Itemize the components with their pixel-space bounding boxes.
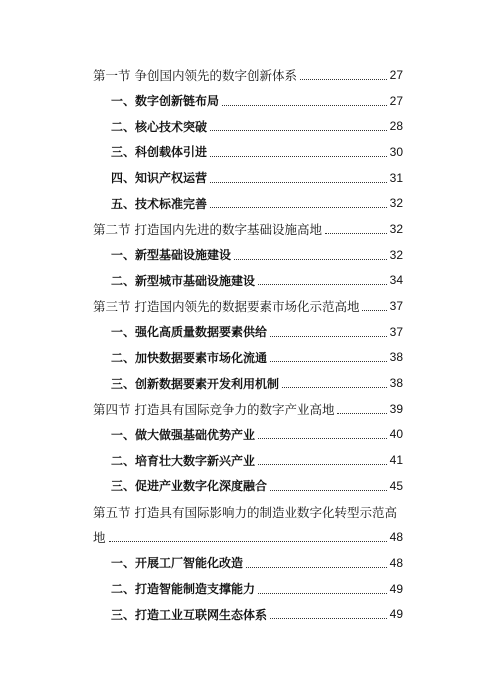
toc-leader-dots <box>270 617 387 619</box>
toc-leader-dots <box>258 283 387 285</box>
toc-entry-title: 三、创新数据要素开发利用机制 <box>111 376 280 391</box>
toc-entry[interactable] <box>93 88 403 114</box>
toc-page-number: 34 <box>389 273 403 288</box>
toc-entry[interactable] <box>93 576 403 602</box>
toc-entry-title: 第一节 争创国内领先的数字创新体系 <box>93 67 297 83</box>
toc-entry[interactable] <box>93 62 403 88</box>
toc-entry-line1[interactable] <box>93 499 403 525</box>
toc-page-number: 38 <box>389 376 403 391</box>
toc-entry-title: 五、技术标准完善 <box>111 196 208 211</box>
toc-entry-title: 第五节 打造具有国际影响力的制造业数字化转型示范高 <box>93 504 397 520</box>
toc-entry-title: 二、新型城市基础设施建设 <box>111 273 256 288</box>
toc-leader-dots <box>362 309 386 311</box>
toc-leader-dots <box>270 360 387 362</box>
toc-leader-dots <box>337 412 386 414</box>
toc-page-number: 39 <box>389 401 403 416</box>
toc-entry[interactable] <box>93 165 403 191</box>
toc-leader-dots <box>325 232 387 234</box>
toc-entry[interactable] <box>93 268 403 294</box>
toc-entry[interactable] <box>93 293 403 319</box>
toc-page-number: 30 <box>389 144 403 159</box>
toc-page-number: 49 <box>389 607 403 622</box>
toc-entry[interactable] <box>93 113 403 139</box>
toc-page-number: 37 <box>389 299 403 314</box>
toc-entry-title: 三、打造工业互联网生态体系 <box>111 607 268 622</box>
toc-page-number: 31 <box>389 170 403 185</box>
toc-entry[interactable] <box>93 319 403 345</box>
toc-entry-title: 一、强化高质量数据要素供给 <box>111 325 268 340</box>
toc-page-number: 27 <box>389 93 403 108</box>
toc-entry-title: 一、开展工厂智能化改造 <box>111 556 244 571</box>
toc-page-number: 32 <box>389 196 403 211</box>
toc-leader-dots <box>234 258 387 260</box>
toc-page-number: 48 <box>389 530 403 545</box>
table-of-contents <box>93 62 403 627</box>
toc-entry-title: 三、科创载体引进 <box>111 145 208 160</box>
toc-leader-dots <box>210 181 387 183</box>
toc-entry[interactable] <box>93 190 403 216</box>
toc-page-number: 49 <box>389 581 403 596</box>
toc-leader-dots <box>210 206 387 208</box>
toc-entry[interactable] <box>93 550 403 576</box>
toc-entry[interactable] <box>93 422 403 448</box>
toc-entry[interactable] <box>93 524 403 550</box>
toc-page-number: 37 <box>389 324 403 339</box>
toc-page-number: 41 <box>389 453 403 468</box>
toc-leader-dots <box>210 155 387 157</box>
toc-entry[interactable] <box>93 447 403 473</box>
toc-leader-dots <box>270 335 387 337</box>
toc-leader-dots <box>258 463 387 465</box>
toc-page-number: 48 <box>389 555 403 570</box>
toc-leader-dots <box>210 129 387 131</box>
toc-entry-title: 一、数字创新链布局 <box>111 94 220 109</box>
toc-entry-title: 一、做大做强基础优势产业 <box>111 427 256 442</box>
toc-entry[interactable] <box>93 473 403 499</box>
toc-entry[interactable] <box>93 396 403 422</box>
toc-leader-dots <box>258 437 387 439</box>
toc-entry[interactable] <box>93 139 403 165</box>
toc-page-number: 32 <box>389 247 403 262</box>
toc-leader-dots <box>300 78 387 80</box>
toc-entry-title: 二、核心技术突破 <box>111 119 208 134</box>
toc-page-number: 40 <box>389 427 403 442</box>
toc-entry[interactable] <box>93 370 403 396</box>
toc-entry-title-continued: 地 <box>93 530 106 546</box>
toc-entry-title: 二、加快数据要素市场化流通 <box>111 350 268 365</box>
toc-page-number: 28 <box>389 119 403 134</box>
toc-leader-dots <box>246 566 387 568</box>
toc-entry[interactable] <box>93 242 403 268</box>
toc-entry[interactable] <box>93 216 403 242</box>
toc-leader-dots <box>282 386 387 388</box>
toc-page-number: 38 <box>389 350 403 365</box>
toc-page-number: 32 <box>389 221 403 236</box>
toc-entry-title: 第三节 打造国内领先的数据要素市场化示范高地 <box>93 299 360 315</box>
toc-entry-title: 四、知识产权运营 <box>111 171 208 186</box>
toc-leader-dots <box>222 104 387 106</box>
toc-leader-dots <box>258 592 387 594</box>
toc-leader-dots <box>109 540 387 542</box>
toc-entry-title: 一、新型基础设施建设 <box>111 248 232 263</box>
toc-page-number: 27 <box>389 67 403 82</box>
toc-page-number: 45 <box>389 478 403 493</box>
toc-entry-title: 三、促进产业数字化深度融合 <box>111 479 268 494</box>
toc-leader-dots <box>270 489 387 491</box>
toc-entry-title: 第二节 打造国内先进的数字基础设施高地 <box>93 221 322 237</box>
toc-entry[interactable] <box>93 601 403 627</box>
toc-entry-title: 二、打造智能制造支撑能力 <box>111 582 256 597</box>
toc-entry[interactable] <box>93 345 403 371</box>
toc-entry-title: 二、培育壮大数字新兴产业 <box>111 453 256 468</box>
toc-entry-title: 第四节 打造具有国际竞争力的数字产业高地 <box>93 401 335 417</box>
